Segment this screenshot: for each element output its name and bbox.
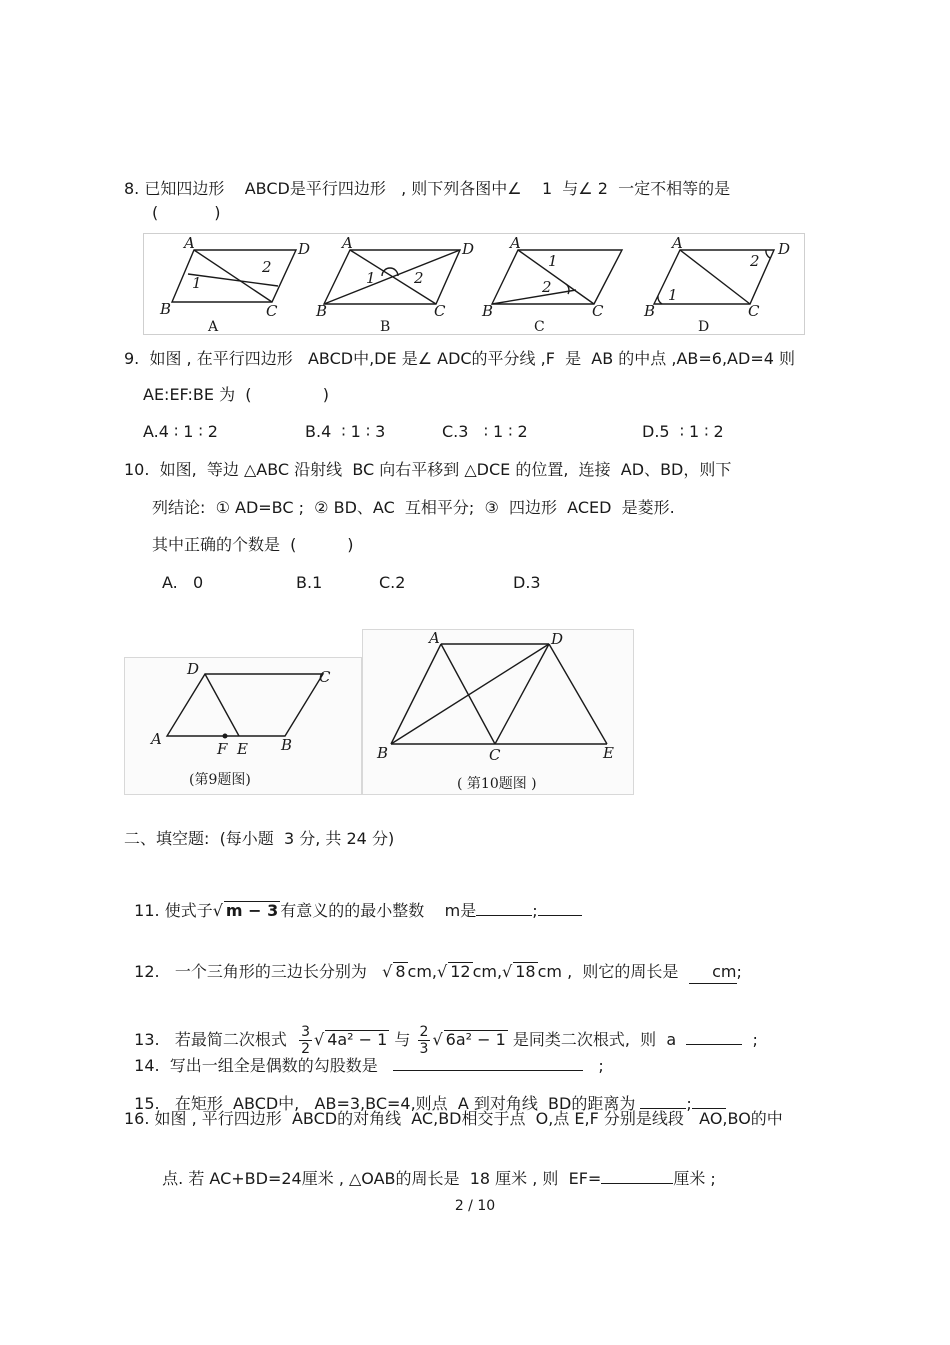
q16-blank[interactable]: [601, 1183, 673, 1184]
q8-text-line1: 8. 已知四边形 ABCD是平行四边形 , 则下列各图中∠ 1 与∠ 2 一定不相等的是: [124, 179, 731, 198]
point-d: D: [778, 240, 791, 258]
point-c: C: [489, 746, 501, 764]
q11-tail: ;: [532, 901, 538, 920]
sqrt-icon: √: [502, 962, 513, 981]
point-e: E: [237, 740, 248, 758]
point-b: B: [644, 302, 656, 320]
q11-radicand: m − 3: [225, 901, 279, 920]
q11-blank-2[interactable]: [538, 915, 582, 916]
caption-c: C: [534, 319, 545, 334]
q12-unit-1: cm,: [407, 962, 437, 981]
point-c: C: [748, 302, 760, 320]
q14-tail: ;: [583, 1056, 604, 1075]
q8-figure-a: [159, 234, 310, 334]
q10-option-a: A. 0: [162, 573, 204, 592]
angle-2: 2: [262, 258, 272, 276]
q15-text: 15. 在矩形 ABCD中, AB=3,BC=4,则点 A 到对角线 BD的距离为: [134, 1094, 641, 1113]
caption-fig9: (第9题图): [189, 772, 251, 788]
q13-radicand-2: 6a² − 1: [445, 1030, 506, 1049]
q10-option-d: D.3: [513, 573, 541, 592]
q13-blank[interactable]: [686, 1044, 742, 1045]
point-b: B: [482, 302, 494, 320]
q8-figure-c: [481, 234, 622, 334]
q11-blank-1[interactable]: [476, 915, 532, 916]
q11-line: [124, 878, 582, 922]
angle-2: 2: [414, 269, 424, 287]
q10-text-line2: 列结论: ① AD=BC ; ② BD、AC 互相平分; ③ 四边形 ACED 是菱形.: [152, 498, 675, 517]
point-c: C: [592, 302, 604, 320]
q16-line2: [152, 1146, 716, 1190]
q13-f2-den: 3: [419, 1041, 429, 1057]
q12-blank[interactable]: cm: [689, 961, 737, 984]
q12-radicand-2: 12: [450, 962, 471, 981]
q12-tail: ;: [736, 962, 742, 981]
point-a: A: [510, 234, 521, 252]
q13-mid: 与: [389, 1030, 416, 1049]
point-a: A: [342, 234, 353, 252]
point-b: B: [160, 300, 172, 318]
point-d: D: [298, 240, 311, 258]
q12-unit-2: cm,: [472, 962, 503, 981]
point-c: C: [434, 302, 446, 320]
q9-text-line1: 9. 如图 , 在平行四边形 ABCD中,DE 是∠ ADC的平分线 ,F 是 AB 的中点 ,AB=6,AD=4 则: [124, 349, 795, 368]
parallelogram-abcd: [167, 674, 323, 736]
q12-pre: 12. 一个三角形的三边长分别为: [134, 962, 383, 981]
point-a: A: [672, 234, 683, 252]
angle-1: 1: [668, 286, 678, 304]
point-a: A: [184, 234, 195, 252]
angle-1: 1: [192, 274, 202, 292]
q15-tail: ;: [686, 1094, 692, 1113]
page-number: 2 / 10: [454, 1198, 496, 1214]
point-a: A: [151, 730, 162, 748]
q13-pre: 13. 若最简二次根式: [134, 1030, 298, 1049]
point-b: B: [316, 302, 328, 320]
q13-radicand-1: 4a² − 1: [327, 1030, 388, 1049]
q8-figures-panel: [143, 233, 805, 335]
q16-tail: 厘米 ;: [673, 1169, 716, 1188]
sqrt-icon: √: [212, 901, 223, 920]
point-c: C: [319, 668, 331, 686]
figure-q10: [362, 629, 634, 795]
q11-pre: 11. 使式子: [134, 901, 213, 920]
sqrt-icon: √: [432, 1030, 443, 1049]
point-d: D: [551, 630, 564, 648]
point-d: D: [462, 240, 475, 258]
q14-text: 14. 写出一组全是偶数的勾股数是: [134, 1056, 394, 1075]
q8-figure-b: [315, 234, 474, 334]
point-a: A: [429, 630, 440, 647]
q9-option-d: D.5 ∶ 1 ∶ 2: [642, 422, 724, 441]
point-b: B: [281, 736, 293, 754]
point-c: C: [266, 302, 278, 320]
q12-line: [124, 939, 742, 984]
q12-unit-3: cm , 则它的周长是: [537, 962, 689, 981]
q9-option-b: B.4 ∶ 1 ∶ 3: [305, 422, 386, 441]
q13-post: 是同类二次根式, 则 a: [507, 1030, 687, 1049]
q11-post: 有意义的的最小整数 m是: [280, 901, 477, 920]
q10-option-c: C.2: [379, 573, 406, 592]
q13-tail: ;: [742, 1030, 758, 1049]
q16-text-line2: 点. 若 AC+BD=24厘米 , △OAB的周长是 18 厘米 , 则 EF=: [162, 1169, 602, 1188]
angle-1: 1: [548, 252, 558, 270]
q8-answer-paren: ( ): [152, 203, 221, 222]
q12-radicand-1: 8: [395, 962, 406, 981]
caption-a: A: [208, 319, 219, 334]
angle-1: 1: [366, 269, 376, 287]
q13-f1-den: 2: [301, 1041, 310, 1057]
q12-radicand-3: 18: [515, 962, 536, 981]
caption-d: D: [698, 319, 710, 334]
q9-option-a: A.4 ∶ 1 ∶ 2: [143, 422, 218, 441]
q10-option-b: B.1: [296, 573, 323, 592]
q10-text-line3: 其中正确的个数是 ( ): [152, 535, 354, 554]
point-f: F: [217, 740, 228, 758]
angle-2: 2: [750, 252, 760, 270]
q9-option-c: C.3 ∶ 1 ∶ 2: [442, 422, 528, 441]
point-d: D: [187, 660, 200, 678]
sqrt-icon: √: [313, 1030, 325, 1049]
point-b: B: [377, 744, 389, 762]
q16-text-line1: 16. 如图 , 平行四边形 ABCD的对角线 AC,BD相交于点 O,点 E,F 分别是线段 AO,BO的中: [124, 1109, 783, 1128]
angle-2: 2: [542, 278, 552, 296]
sqrt-icon: √: [437, 962, 448, 981]
sqrt-icon: √: [382, 962, 393, 981]
caption-fig10: ( 第10题图 ): [457, 776, 537, 792]
q8-figure-d: [643, 234, 790, 334]
q13-f2-num: 2: [419, 1024, 429, 1040]
section-fill-in-title: 二、填空题: (每小题 3 分, 共 24 分): [124, 829, 395, 848]
q13-f1-num: 3: [301, 1024, 310, 1040]
q10-text-line1: 10. 如图, 等边 △ABC 沿射线 BC 向右平移到 △DCE 的位置, 连接 AD、BD，则下: [124, 460, 732, 479]
point-e: E: [603, 744, 614, 762]
figure-q9: [124, 657, 362, 795]
q9-text-line2: AE:EF:BE 为 ( ): [143, 385, 329, 404]
caption-b: B: [380, 319, 391, 334]
